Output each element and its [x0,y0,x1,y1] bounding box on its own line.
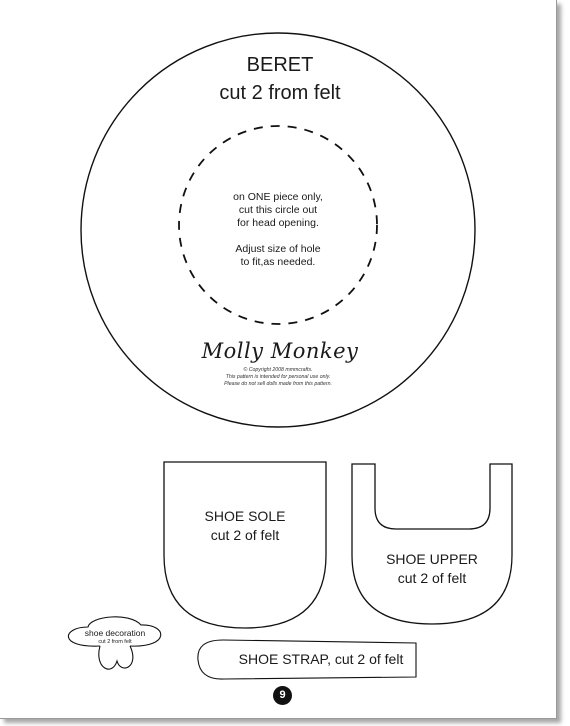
beret-instruction-line-1: on ONE piece only, [233,191,323,203]
beret-instruction-line-3: for head opening. [237,217,319,229]
shoe-strap-label: SHOE STRAP, cut 2 of felt [238,651,404,667]
shoe-sole-subtitle: cut 2 of felt [210,527,280,543]
shoe-decoration-title: shoe decoration [84,628,146,638]
beret-title: BERET [246,54,314,76]
beret-adjust-line-2: to fit,as needed. [240,256,316,268]
copyright-line-2: This pattern is intended for personal use only. [225,374,331,380]
shoe-decoration-subtitle: cut 2 from felt [98,639,132,645]
brand-logo-text: Molly Monkey [201,339,359,363]
beret-adjust-line-1: Adjust size of hole [235,243,321,255]
shoe-upper-outline [352,464,512,624]
shoe-upper-title: SHOE UPPER [386,551,478,567]
copyright-line-1: © Copyright 2008 mmmcrafts. [243,367,313,373]
copyright-line-3: Please do not sell dolls made from this pattern. [224,381,332,387]
shoe-sole-outline [164,462,326,628]
beret-subtitle: cut 2 from felt [219,82,341,104]
shoe-upper-subtitle: cut 2 of felt [397,570,467,586]
beret-instruction-line-2: cut this circle out [238,204,318,216]
page-number-badge: 9 [273,686,292,705]
shoe-sole-title: SHOE SOLE [204,508,286,524]
